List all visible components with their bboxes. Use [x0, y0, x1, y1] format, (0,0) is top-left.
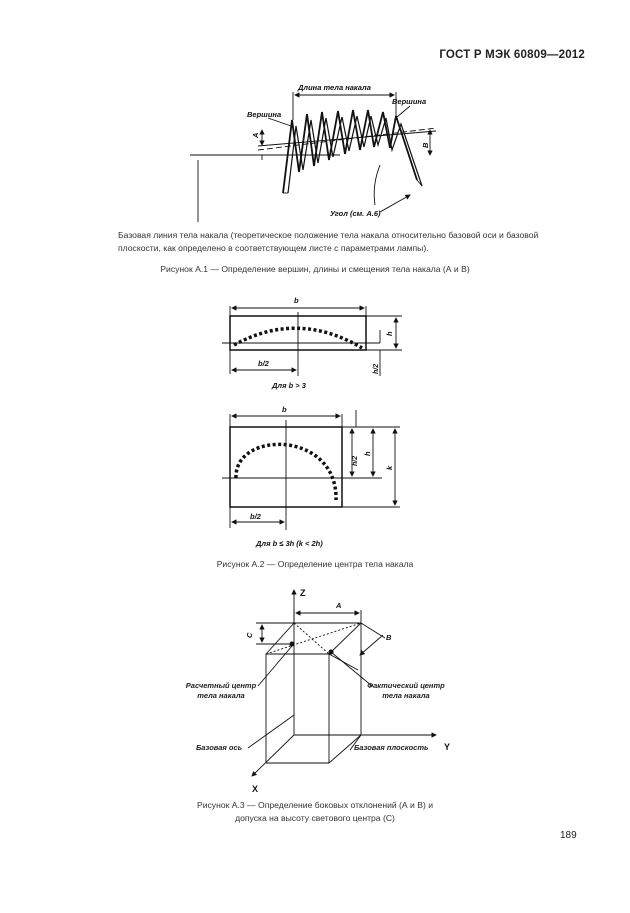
vertex-right-label: Вершина	[392, 97, 427, 106]
dim-a-label: A	[336, 601, 342, 610]
top-condition: Для b > 3	[272, 381, 306, 390]
label-base-axis: Базовая ось	[196, 743, 243, 752]
label-actual-center: Фактический центр тела накала	[367, 681, 445, 700]
top-dim-b: b	[294, 296, 299, 305]
dim-c-label: C	[245, 632, 254, 638]
page-number: 189	[560, 830, 577, 841]
bottom-dim-k: k	[385, 465, 394, 470]
dim-b-label: B	[386, 633, 392, 642]
bottom-dim-h2: h/2	[352, 455, 359, 466]
figure-a1-caption: Рисунок А.1 — Определение вершин, длины и смещения тела накала (А и В)	[160, 264, 470, 274]
filament-coil-outer	[283, 110, 417, 193]
figure-a3-caption-line2: допуска на высоту светового центра (С)	[235, 813, 395, 823]
axis-y: Y	[444, 742, 451, 752]
figure-a3-deviation-diagram	[0, 580, 630, 800]
axis-x: X	[252, 784, 259, 794]
figure-a2-caption: Рисунок А.2 — Определение центра тела накала	[216, 559, 414, 569]
top-dim-h: h	[385, 331, 394, 336]
figure-a2-top	[0, 290, 630, 400]
bottom-dim-b2: b/2	[250, 512, 261, 521]
label-calc-center: Расчетный центр тела накала	[185, 681, 257, 700]
label-base-plane: Базовая плоскость	[354, 743, 429, 752]
angle-label: Угол (см. А.6)	[330, 209, 381, 218]
vertex-left-label: Вершина	[247, 110, 282, 119]
bottom-condition: Для b ≤ 3h (k < 2h)	[256, 539, 323, 548]
bottom-dim-b: b	[282, 405, 287, 414]
length-label: Длина тела накала	[298, 83, 371, 92]
axis-z: Z	[300, 588, 306, 598]
dim-b-label: B	[421, 142, 430, 148]
figure-a1-note: Базовая линия тела накала (теоретическое положение тела накала относительно базовой оси и базовой плоскости, как определено в соответствующем листе с параметрами лампы).	[118, 230, 539, 253]
bottom-dim-h: h	[363, 451, 372, 456]
document-standard-header: ГОСТ Р МЭК 60809—2012	[439, 49, 585, 61]
figure-a3-caption-line1: Рисунок А.3 — Определение боковых отклонений (А и В) и	[196, 800, 434, 810]
top-dim-b2: b/2	[258, 359, 269, 368]
top-dim-h2: h/2	[373, 363, 380, 374]
figure-a1-filament-coil	[0, 0, 630, 235]
dim-a-label: A	[251, 132, 260, 138]
figure-a2-bottom	[0, 400, 630, 560]
